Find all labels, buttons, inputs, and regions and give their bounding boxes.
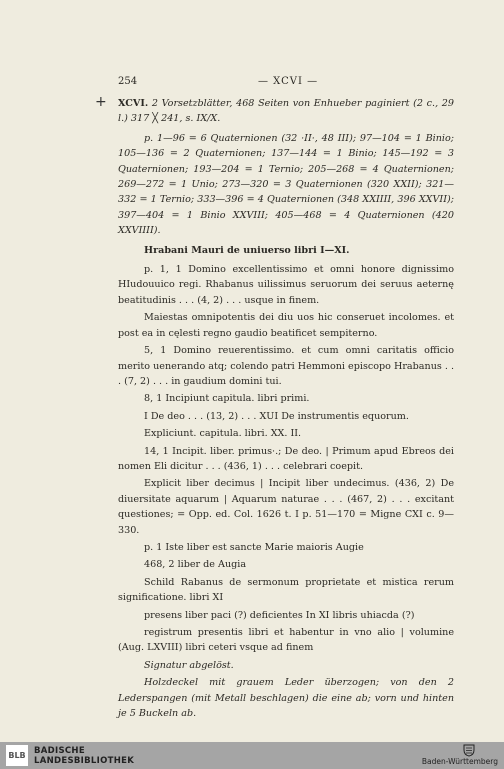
entry-number: XCVI. bbox=[118, 98, 149, 109]
margin-mark: + bbox=[95, 94, 107, 110]
paragraph: 14, 1 Incipit. liber. primus·.; De deo. | Primum apud Ebreos dei nomen Eli dicitur . . . (436, 1) . . . celebrari coepit. bbox=[118, 445, 454, 472]
paragraph: p. 1 Iste liber est sancte Marie maioris Augie bbox=[144, 541, 364, 553]
paragraph: Expliciunt. capitula. libri. XX. II. bbox=[144, 428, 302, 440]
entry-body bbox=[118, 96, 454, 723]
paragraph: 5, 1 Domino reuerentissimo. et cum omni caritatis officio merito uenerando atq; colendo patri Hemmoni episcopo Hrabanus . . . (7, 2) . . . in gaudium domini tui. bbox=[118, 345, 454, 387]
paragraph: registrum presentis libri et habentur in vno alio | volumine (Aug. LXVIII) libri ceteri vsque ad finem bbox=[118, 627, 454, 654]
paragraph: Signatur abgelöst. bbox=[144, 659, 234, 671]
library-logo[interactable]: BLB bbox=[6, 745, 28, 766]
paragraph: 8, 1 Incipiunt capitula. libri primi. bbox=[144, 393, 310, 405]
entry-collation: p. 1—96 = 6 Quaternionen (32 ·II·, 48 III); 97—104 = 1 Binio; 105—136 = 2 Quaternionen; 137—144 = 1 Binio; 145—192 = 3 Quaternionen; 193—204 = 1 Ternio; 205—268 = 4 Quaternionen; 269—272 = 1 Unio; 273—320 = 3 Quaternionen (320 XXII); 321—332 = 1 Ternio; 333—396 = 4 Quaternionen (348 XXIIII, 396 XXVII); 397—404 = 1 Binio XXVIII; 405—468 = 4 Quaternionen (420 XXVIIII). bbox=[118, 132, 454, 237]
paragraph: I De deo . . . (13, 2) . . . XUI De instrumentis equorum. bbox=[144, 410, 409, 422]
entry-description: 2 Vorsetzblätter, 468 Seiten von Enhueber paginiert (2 c., 29 l.) 317 ╳ 241, s. IX/X. bbox=[118, 98, 454, 125]
paragraph: Explicit liber decimus | Incipit liber undecimus. (436, 2) De diuersitate aquarum | Aquarum naturae . . . (467, 2) . . . excitant questiones; = Opp. ed. Col. 1626 t. I p. 51—170 = Migne CXI c. 9—330. bbox=[118, 478, 454, 536]
entry-heading bbox=[118, 96, 454, 127]
paragraph: Maiestas omnipotentis dei diu uos hic conseruet incolomes. et post ea in cęlesti regno gaudio beatificet sempiterno. bbox=[118, 312, 454, 339]
footer-bar bbox=[0, 742, 504, 769]
work-title: Hrabani Mauri de uniuerso libri I—XI. bbox=[144, 244, 350, 256]
page-header bbox=[118, 76, 448, 90]
paragraph: 468, 2 liber de Augia bbox=[144, 559, 247, 571]
paragraph: p. 1, 1 Domino excellentissimo et omni honore dignissimo HIudouuico regi. Rhabanus uilissimus seruorum dei seruus aeternę beatitudinis . . . (4, 2) . . . usque in finem. bbox=[118, 264, 454, 306]
running-head: — XCVI — bbox=[258, 76, 319, 87]
page-number: 254 bbox=[118, 76, 138, 87]
paragraph: presens liber paci (?) deficientes In XI libris uhiacda (?) bbox=[144, 609, 415, 621]
paragraph: Holzdeckel mit grauem Leder überzogen; von den 2 Lederspangen (mit Metall beschlagen) die eine ab; vorn und hinten je 5 Buckeln ab. bbox=[118, 677, 454, 720]
library-name[interactable]: BADISCHE LANDESBIBLIOTHEK bbox=[34, 746, 135, 766]
paragraph: Schild Rabanus de sermonum proprietate et mistica rerum significatione. libri XI bbox=[118, 576, 454, 604]
coat-of-arms-icon bbox=[462, 743, 476, 757]
region-label: Baden-Württemberg bbox=[421, 757, 498, 766]
